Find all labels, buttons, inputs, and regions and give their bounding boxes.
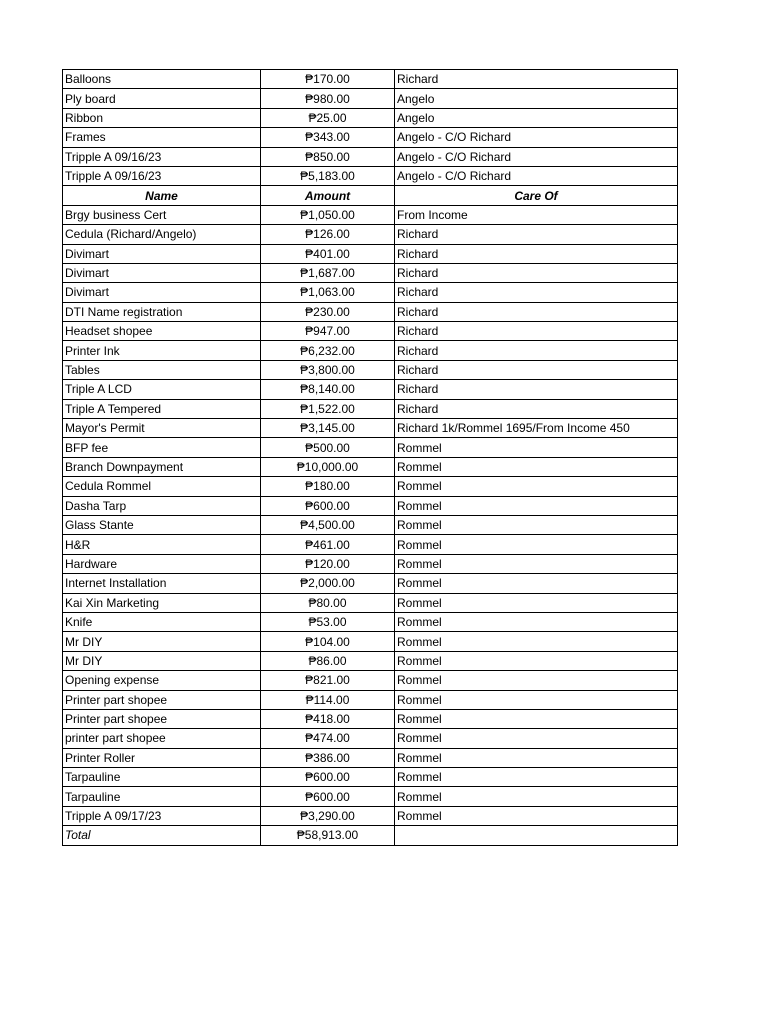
cell-name: Tarpauline (63, 787, 261, 806)
table-row (63, 709, 678, 728)
cell-name: Ply board (63, 89, 261, 108)
cell-care-of: Rommel (395, 787, 678, 806)
cell-name: Internet Installation (63, 574, 261, 593)
cell-name: DTI Name registration (63, 302, 261, 321)
cell-name: Opening expense (63, 671, 261, 690)
cell-amount: ₱53.00 (261, 612, 395, 631)
cell-name: Divimart (63, 244, 261, 263)
cell-name: Tripple A 09/16/23 (63, 147, 261, 166)
cell-name: printer part shopee (63, 729, 261, 748)
cell-care-of: Rommel (395, 574, 678, 593)
cell-name: Mr DIY (63, 651, 261, 670)
cell-care-of: Rommel (395, 690, 678, 709)
cell-amount: ₱474.00 (261, 729, 395, 748)
total-label: Total (63, 826, 261, 845)
cell-name: Printer Ink (63, 341, 261, 360)
cell-amount: ₱343.00 (261, 128, 395, 147)
cell-care-of: Richard (395, 302, 678, 321)
cell-amount: ₱126.00 (261, 225, 395, 244)
table-row (63, 205, 678, 224)
table-row (63, 632, 678, 651)
table-row (63, 729, 678, 748)
cell-amount: ₱1,050.00 (261, 205, 395, 224)
table-row (63, 651, 678, 670)
cell-amount: ₱180.00 (261, 477, 395, 496)
cell-care-of: Richard (395, 283, 678, 302)
cell-name: Hardware (63, 554, 261, 573)
table-row (63, 457, 678, 476)
cell-name: Branch Downpayment (63, 457, 261, 476)
cell-care-of: Angelo (395, 108, 678, 127)
table-row (63, 399, 678, 418)
cell-name: H&R (63, 535, 261, 554)
table-row (63, 147, 678, 166)
table-row (63, 806, 678, 825)
cell-amount: ₱980.00 (261, 89, 395, 108)
table-row (63, 244, 678, 263)
cell-care-of: Angelo (395, 89, 678, 108)
table-row (63, 515, 678, 534)
cell-care-of: Rommel (395, 806, 678, 825)
cell-amount: ₱114.00 (261, 690, 395, 709)
cell-care-of: Richard (395, 341, 678, 360)
cell-care-of: Richard (395, 70, 678, 89)
cell-care-of: Angelo - C/O Richard (395, 128, 678, 147)
table-row (63, 671, 678, 690)
cell-care-of: From Income (395, 205, 678, 224)
cell-amount: ₱3,145.00 (261, 419, 395, 438)
table-row (63, 108, 678, 127)
cell-amount: ₱170.00 (261, 70, 395, 89)
total-amount: ₱58,913.00 (261, 826, 395, 845)
cell-amount: ₱25.00 (261, 108, 395, 127)
cell-name: Cedula (Richard/Angelo) (63, 225, 261, 244)
table-row (63, 690, 678, 709)
total-care-of (395, 826, 678, 845)
cell-name: Mr DIY (63, 632, 261, 651)
cell-amount: ₱1,522.00 (261, 399, 395, 418)
cell-care-of: Rommel (395, 593, 678, 612)
top-rows (63, 70, 678, 186)
table-row (63, 263, 678, 282)
cell-amount: ₱850.00 (261, 147, 395, 166)
cell-care-of: Rommel (395, 709, 678, 728)
cell-name: Cedula Rommel (63, 477, 261, 496)
cell-care-of: Richard (395, 380, 678, 399)
cell-name: Divimart (63, 283, 261, 302)
cell-name: Printer Roller (63, 748, 261, 767)
header-row (63, 186, 678, 205)
cell-amount: ₱386.00 (261, 748, 395, 767)
cell-amount: ₱86.00 (261, 651, 395, 670)
cell-name: Tables (63, 360, 261, 379)
cell-care-of: Rommel (395, 729, 678, 748)
cell-amount: ₱3,290.00 (261, 806, 395, 825)
table-row (63, 70, 678, 89)
expense-rows (63, 205, 678, 826)
cell-amount: ₱6,232.00 (261, 341, 395, 360)
cell-care-of: Rommel (395, 496, 678, 515)
cell-amount: ₱1,687.00 (261, 263, 395, 282)
cell-amount: ₱401.00 (261, 244, 395, 263)
cell-name: Triple A Tempered (63, 399, 261, 418)
cell-name: Printer part shopee (63, 690, 261, 709)
cell-care-of: Angelo - C/O Richard (395, 147, 678, 166)
cell-care-of: Richard (395, 399, 678, 418)
cell-name: Headset shopee (63, 322, 261, 341)
cell-name: Mayor's Permit (63, 419, 261, 438)
cell-name: Ribbon (63, 108, 261, 127)
table-row (63, 574, 678, 593)
total-section (63, 826, 678, 845)
cell-name: Printer part shopee (63, 709, 261, 728)
cell-care-of: Rommel (395, 768, 678, 787)
cell-amount: ₱821.00 (261, 671, 395, 690)
cell-amount: ₱600.00 (261, 768, 395, 787)
cell-care-of: Rommel (395, 438, 678, 457)
table-row (63, 419, 678, 438)
cell-name: Tripple A 09/17/23 (63, 806, 261, 825)
cell-amount: ₱418.00 (261, 709, 395, 728)
cell-amount: ₱120.00 (261, 554, 395, 573)
cell-amount: ₱4,500.00 (261, 515, 395, 534)
cell-name: Balloons (63, 70, 261, 89)
cell-name: Brgy business Cert (63, 205, 261, 224)
table-row (63, 283, 678, 302)
cell-name: Divimart (63, 263, 261, 282)
cell-name: Knife (63, 612, 261, 631)
cell-amount: ₱600.00 (261, 787, 395, 806)
cell-care-of: Rommel (395, 554, 678, 573)
table-row (63, 225, 678, 244)
cell-care-of: Richard (395, 322, 678, 341)
cell-name: Glass Stante (63, 515, 261, 534)
cell-care-of: Richard (395, 225, 678, 244)
cell-amount: ₱2,000.00 (261, 574, 395, 593)
cell-amount: ₱1,063.00 (261, 283, 395, 302)
cell-amount: ₱3,800.00 (261, 360, 395, 379)
cell-name: BFP fee (63, 438, 261, 457)
cell-amount: ₱947.00 (261, 322, 395, 341)
table-row (63, 787, 678, 806)
cell-name: Dasha Tarp (63, 496, 261, 515)
table-row (63, 593, 678, 612)
cell-care-of: Rommel (395, 515, 678, 534)
table-row (63, 360, 678, 379)
table-row (63, 322, 678, 341)
cell-name: Frames (63, 128, 261, 147)
cell-name: Tripple A 09/16/23 (63, 166, 261, 185)
cell-amount: ₱600.00 (261, 496, 395, 515)
cell-amount: ₱461.00 (261, 535, 395, 554)
cell-care-of: Rommel (395, 632, 678, 651)
cell-care-of: Rommel (395, 477, 678, 496)
table-row (63, 477, 678, 496)
table-row (63, 128, 678, 147)
table-row (63, 496, 678, 515)
cell-care-of: Angelo - C/O Richard (395, 166, 678, 185)
cell-amount: ₱80.00 (261, 593, 395, 612)
cell-amount: ₱500.00 (261, 438, 395, 457)
cell-name: Kai Xin Marketing (63, 593, 261, 612)
cell-care-of: Richard 1k/Rommel 1695/From Income 450 (395, 419, 678, 438)
cell-care-of: Rommel (395, 535, 678, 554)
table-row (63, 535, 678, 554)
cell-care-of: Richard (395, 360, 678, 379)
total-row (63, 826, 678, 845)
table-row (63, 554, 678, 573)
header-care-of: Care Of (395, 186, 678, 205)
cell-amount: ₱10,000.00 (261, 457, 395, 476)
table-row (63, 166, 678, 185)
header-amount: Amount (261, 186, 395, 205)
cell-care-of: Rommel (395, 651, 678, 670)
cell-care-of: Rommel (395, 612, 678, 631)
cell-care-of: Richard (395, 244, 678, 263)
table-row (63, 341, 678, 360)
header-name: Name (63, 186, 261, 205)
cell-amount: ₱104.00 (261, 632, 395, 651)
expense-table (62, 69, 678, 846)
cell-care-of: Rommel (395, 457, 678, 476)
table-row (63, 768, 678, 787)
table-row (63, 89, 678, 108)
table-row (63, 380, 678, 399)
table-row (63, 438, 678, 457)
cell-amount: ₱230.00 (261, 302, 395, 321)
table-row (63, 748, 678, 767)
column-header (63, 186, 678, 205)
cell-care-of: Rommel (395, 748, 678, 767)
cell-care-of: Rommel (395, 671, 678, 690)
cell-name: Triple A LCD (63, 380, 261, 399)
cell-name: Tarpauline (63, 768, 261, 787)
cell-care-of: Richard (395, 263, 678, 282)
cell-amount: ₱8,140.00 (261, 380, 395, 399)
table-row (63, 612, 678, 631)
table-row (63, 302, 678, 321)
cell-amount: ₱5,183.00 (261, 166, 395, 185)
